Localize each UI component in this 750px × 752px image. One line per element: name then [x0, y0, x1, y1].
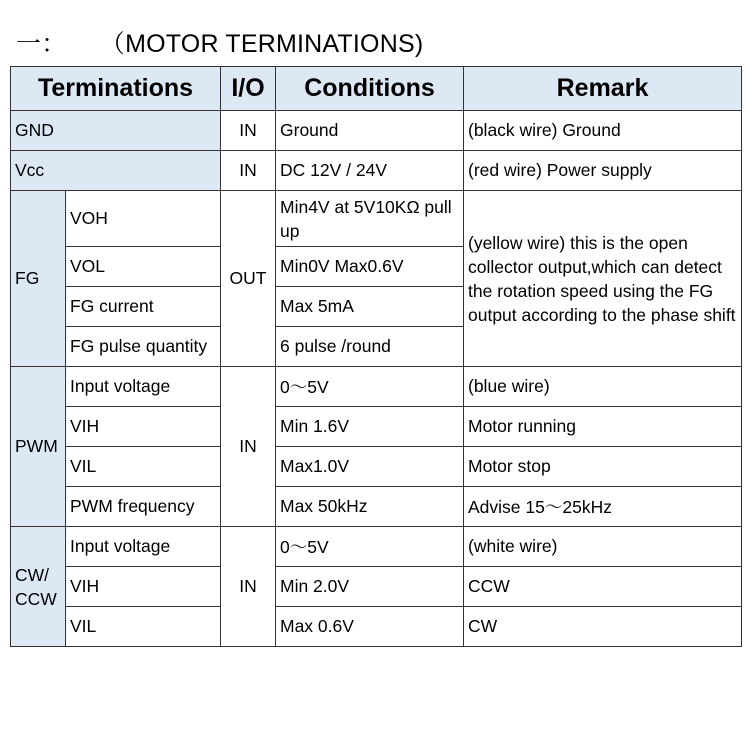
pwm-row-name: VIL — [66, 447, 221, 487]
pwm-row-condition: Max1.0V — [276, 447, 464, 487]
cw-row-remark: CW — [464, 607, 742, 647]
page-title — [16, 24, 423, 60]
vcc-label: Vcc — [11, 151, 221, 191]
table-row — [11, 407, 742, 447]
vcc-condition: DC 12V / 24V — [276, 151, 464, 191]
cw-row-name: Input voltage — [66, 527, 221, 567]
pwm-row-remark: Motor running — [464, 407, 742, 447]
gnd-label: GND — [11, 111, 221, 151]
fg-row-name: VOH — [66, 191, 221, 247]
fg-row-name: FG pulse quantity — [66, 327, 221, 367]
header-row — [11, 67, 742, 111]
section-number: 一： — [16, 30, 67, 58]
pwm-row-condition: Max 50kHz — [276, 487, 464, 527]
pwm-label: PWM — [11, 367, 66, 527]
table-row — [11, 151, 742, 191]
header-terminations: Terminations — [11, 67, 221, 111]
section-title: （MOTOR TERMINATIONS) — [112, 30, 424, 58]
table-row — [11, 367, 742, 407]
fg-row-condition: Max 5mA — [276, 287, 464, 327]
pwm-row-remark: (blue wire) — [464, 367, 742, 407]
cw-label-line1: CW/ — [15, 564, 50, 585]
fg-row-condition: Min4V at 5V10KΩ pull up — [276, 191, 464, 247]
vcc-io: IN — [221, 151, 276, 191]
table-row — [11, 191, 742, 247]
fg-remark: (yellow wire) this is the open collector output,which can detect the rotation speed using the FG output according to the phase shift — [464, 191, 742, 367]
fg-row-name: FG current — [66, 287, 221, 327]
cw-row-condition: 0～5V — [276, 527, 464, 567]
cw-row-name: VIL — [66, 607, 221, 647]
pwm-row-name: PWM frequency — [66, 487, 221, 527]
motor-terminations-table — [10, 66, 742, 647]
vcc-remark: (red wire) Power supply — [464, 151, 742, 191]
pwm-row-remark: Advise 15～25kHz — [464, 487, 742, 527]
pwm-row-name: VIH — [66, 407, 221, 447]
table-row — [11, 487, 742, 527]
pwm-row-name: Input voltage — [66, 367, 221, 407]
cw-row-condition: Min 2.0V — [276, 567, 464, 607]
fg-row-condition: Min0V Max0.6V — [276, 247, 464, 287]
table-row — [11, 111, 742, 151]
fg-label: FG — [11, 191, 66, 367]
pwm-row-condition: 0～5V — [276, 367, 464, 407]
header-io: I/O — [221, 67, 276, 111]
fg-row-name: VOL — [66, 247, 221, 287]
header-conditions: Conditions — [276, 67, 464, 111]
table-row — [11, 447, 742, 487]
pwm-io: IN — [221, 367, 276, 527]
table-row — [11, 567, 742, 607]
cw-row-condition: Max 0.6V — [276, 607, 464, 647]
header-remark: Remark — [464, 67, 742, 111]
gnd-condition: Ground — [276, 111, 464, 151]
cw-row-name: VIH — [66, 567, 221, 607]
gnd-remark: (black wire) Ground — [464, 111, 742, 151]
pwm-row-condition: Min 1.6V — [276, 407, 464, 447]
cw-label-line2: CCW — [15, 588, 57, 609]
table-row — [11, 527, 742, 567]
cw-row-remark: (white wire) — [464, 527, 742, 567]
fg-row-condition: 6 pulse /round — [276, 327, 464, 367]
cw-label — [11, 527, 66, 647]
pwm-row-remark: Motor stop — [464, 447, 742, 487]
fg-io: OUT — [221, 191, 276, 367]
table-row — [11, 607, 742, 647]
gnd-io: IN — [221, 111, 276, 151]
cw-io: IN — [221, 527, 276, 647]
cw-row-remark: CCW — [464, 567, 742, 607]
